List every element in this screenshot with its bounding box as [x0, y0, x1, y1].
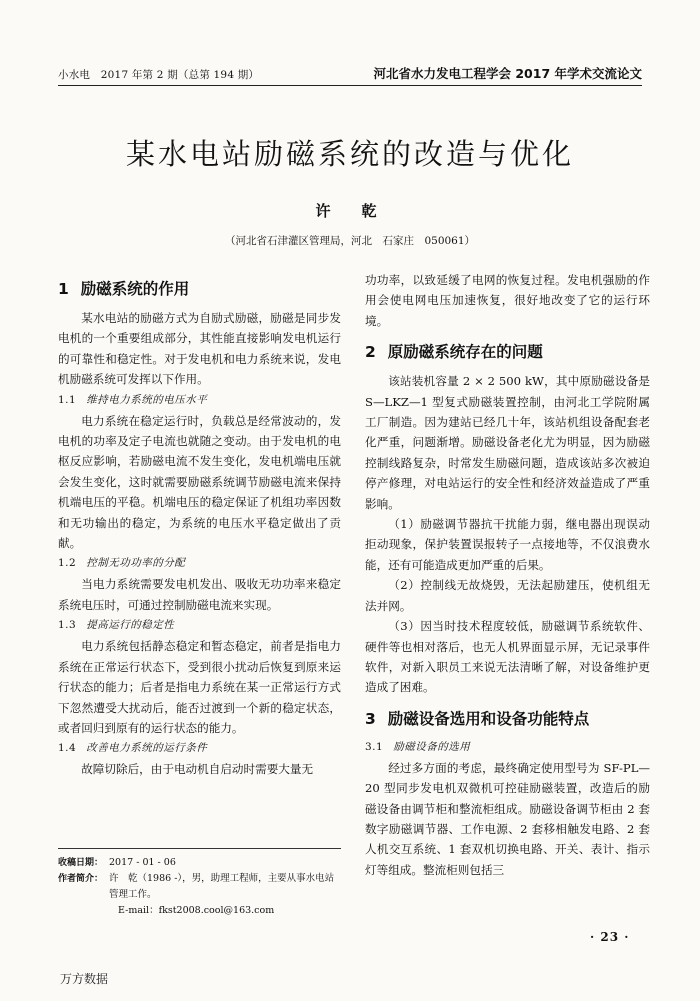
- paragraph: 某水电站的励磁方式为自励式励磁，励磁是同步发电机的一个重要组成部分，其性能直接影响发电机运行的可靠性和稳定性。对于发电机和电力系统来说，发电机励磁系统可发挥以下作用。: [58, 311, 341, 387]
- section-title: 励磁设备选用和设备功能特点: [387, 709, 590, 728]
- page-number: · 23 ·: [590, 930, 630, 944]
- author-bio: [58, 871, 341, 903]
- received-date: [58, 855, 341, 871]
- section-heading: [58, 278, 341, 300]
- paper-title: 某水电站励磁系统的改造与优化: [125, 137, 574, 171]
- subsection-heading: [58, 616, 341, 635]
- list-item: （2）控制线无故烧毁，无法起励建压，使机组无法并网。: [365, 578, 650, 613]
- section-title: 原励磁系统存在的问题: [387, 343, 543, 362]
- subsection-title: 改善电力系统的运行条件: [86, 742, 208, 755]
- author-bio-text: 许 乾（1986 -），男，助理工程师，主要从事水电站管理工作。: [109, 873, 335, 900]
- section-title: 励磁系统的作用: [80, 280, 190, 298]
- subsection-number: 3.1: [365, 740, 384, 753]
- subsection-number: 1.1: [58, 393, 77, 406]
- paragraph: 经过多方面的考虑，最终确定使用型号为 SF-PL—20 型同步发电机双微机可控硅励磁装置，改造后的励磁设备由调节柜和整流柜组成。励磁设备调节柜由 2 套数字励磁调节器、工作电源、2 套移相触发电路、2 套人机交互系统、1 套双机切换电路、开关、表计、指示灯等组成。整流柜则包括三: [365, 760, 650, 877]
- author-email: E-mail：fkst2008.cool@163.com: [118, 905, 275, 916]
- subsection-heading: [58, 391, 341, 410]
- subsection-number: 1.3: [58, 619, 77, 632]
- list-item: （1）励磁调节器抗干扰能力弱，继电器出现误动拒动现象，保护装置误报转子一点接地等，不仅浪费水能，还有可能造成更加严重的后果。: [365, 517, 650, 572]
- paragraph: 电力系统包括静态稳定和暂态稳定，前者是指电力系统在正常运行状态下，受到很小扰动后恢复到原来运行状态的能力；后者是指电力系统在某一正常运行方式下忽然遭受大扰动后，能否过渡到一个新的稳定状态，或者回归到原有的运行状态的能力。: [58, 639, 341, 735]
- footnote: [58, 848, 341, 919]
- paragraph: 当电力系统需要发电机发出、吸收无功功率来稳定系统电压时，可通过控制励磁电流来实现。: [58, 577, 341, 612]
- left-column: [58, 268, 341, 780]
- paragraph: 功功率，以致延缓了电网的恢复过程。发电机强励的作用会使电网电压加速恢复，很好地改变了它的运行环境。: [365, 273, 650, 328]
- subsection-title: 提高运行的稳定性: [86, 619, 175, 632]
- received-label: 收稿日期：: [58, 858, 104, 868]
- subsection-heading: [365, 738, 650, 757]
- section-number: 3: [365, 709, 376, 728]
- paragraph: 该站装机容量 2 × 2 500 kW，其中原励磁设备是 S—LKZ—1 型复式励磁装置控制，由河北工学院附属工厂制造。因为建站已经几十年，该站机组设备配套老化严重，问题渐增。励磁设备老化尤为明显，因为励磁控制线路复杂，时常发生励磁问题，造成该站多次被迫停产修理，对电站运行的安全性和经济效益造成了严重影响。: [365, 374, 650, 511]
- subsection-title: 维持电力系统的电压水平: [86, 393, 208, 406]
- section-heading: [365, 341, 650, 363]
- author-bio-label: 作者简介：: [58, 874, 104, 884]
- subsection-title: 励磁设备的选用: [393, 740, 471, 753]
- subsection-heading: [58, 554, 341, 573]
- conference-name: 河北省水力发电工程学会 2017 年学术交流论文: [373, 66, 642, 81]
- running-header: [58, 60, 642, 86]
- subsection-number: 1.4: [58, 742, 77, 755]
- author-name: 许 乾: [315, 202, 385, 220]
- right-column: [365, 270, 650, 880]
- received-value: 2017 - 01 - 06: [109, 857, 176, 868]
- subsection-number: 1.2: [58, 557, 77, 570]
- section-number: 2: [365, 343, 376, 362]
- subsection-title: 控制无功功率的分配: [86, 557, 186, 570]
- journal-issue: 小水电 2017 年第 2 期（总第 194 期）: [58, 69, 260, 81]
- author-affiliation: （河北省石津灌区管理局，河北 石家庄 050061）: [224, 235, 476, 247]
- list-item: （3）因当时技术程度较低，励磁调节系统软件、硬件等也相对落后，也无人机界面显示屏，无记录事件软件，对新入职员工来说无法清晰了解，对设备维护更造成了困难。: [365, 619, 650, 695]
- paragraph: 故障切除后，由于电动机自启动时需要大量无: [81, 762, 314, 777]
- section-heading: [365, 708, 650, 730]
- subsection-heading: [58, 739, 341, 758]
- paragraph: 电力系统在稳定运行时，负载总是经常波动的，发电机的功率及定子电流也就随之变动。由于发电机的电枢反应影响，若励磁电流不发生变化，发电机端电压就会发生变化，这时就需要励磁系统调节励磁电流来保持机端电压的平稳。机端电压的稳定保证了机组功率因数和无功输出的稳定，为系统的电压水平稳定做出了贡献。: [58, 413, 341, 551]
- watermark-text: 万方数据: [60, 972, 109, 986]
- section-number: 1: [58, 280, 69, 298]
